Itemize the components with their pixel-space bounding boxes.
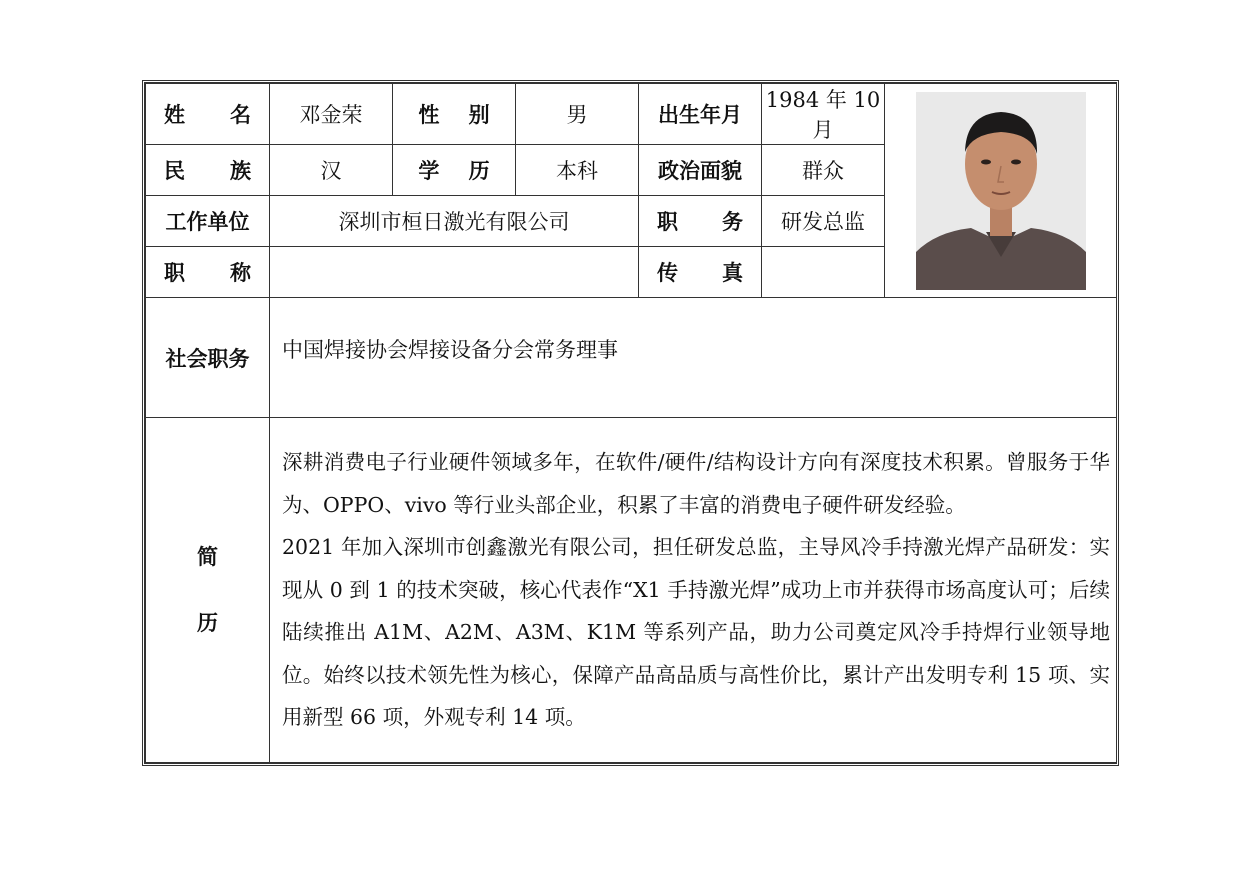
title-value [270, 247, 639, 298]
social-value: 中国焊接协会焊接设备分会常务理事 [270, 298, 1117, 418]
position-value: 研发总监 [762, 196, 885, 247]
resume-paragraph-1: 深耕消费电子行业硬件领域多年，在软件/硬件/结构设计方向有深度技术积累。曾服务于华为、OPPO、vivo 等行业头部企业，积累了丰富的消费电子硬件研发经验。 [282, 450, 1110, 517]
employer-label: 工作单位 [146, 196, 270, 247]
social-label: 社会职务 [146, 298, 270, 418]
name-label: 姓 名 [146, 84, 270, 145]
resume-form [142, 80, 1119, 766]
ethnicity-label: 民 族 [146, 145, 270, 196]
ethnicity-value: 汉 [270, 145, 393, 196]
birth-value: 1984 年 10 月 [762, 84, 885, 145]
photo-cell [885, 84, 1117, 298]
title-label: 职 称 [146, 247, 270, 298]
employer-value: 深圳市桓日激光有限公司 [270, 196, 639, 247]
gender-label: 性 别 [393, 84, 516, 145]
education-label: 学 历 [393, 145, 516, 196]
resume-paragraph-2: 2021 年加入深圳市创鑫激光有限公司，担任研发总监，主导风冷手持激光焊产品研发：实现从 0 到 1 的技术突破，核心代表作“X1 手持激光焊”成功上市并获得市场高度认可；后续陆续推出 A1M、A2M、A3M、K1M 等系列产品，助力公司奠定风冷手持焊行业领导地位。始终以技术领先性为核心，保障产品高品质与高性价比，累计产出发明专利 15 项、实用新型 66 项，外观专利 14 项。 [282, 535, 1110, 730]
gender-value: 男 [516, 84, 639, 145]
resume-text [270, 418, 1117, 763]
fax-value [762, 247, 885, 298]
profile-table [145, 83, 1117, 763]
political-value: 群众 [762, 145, 885, 196]
education-value: 本科 [516, 145, 639, 196]
fax-label: 传 真 [639, 247, 762, 298]
resume-label: 简 历 [146, 418, 270, 763]
position-label: 职 务 [639, 196, 762, 247]
portrait-photo [916, 92, 1086, 290]
name-value: 邓金荣 [270, 84, 393, 145]
birth-label: 出生年月 [639, 84, 762, 145]
political-label: 政治面貌 [639, 145, 762, 196]
